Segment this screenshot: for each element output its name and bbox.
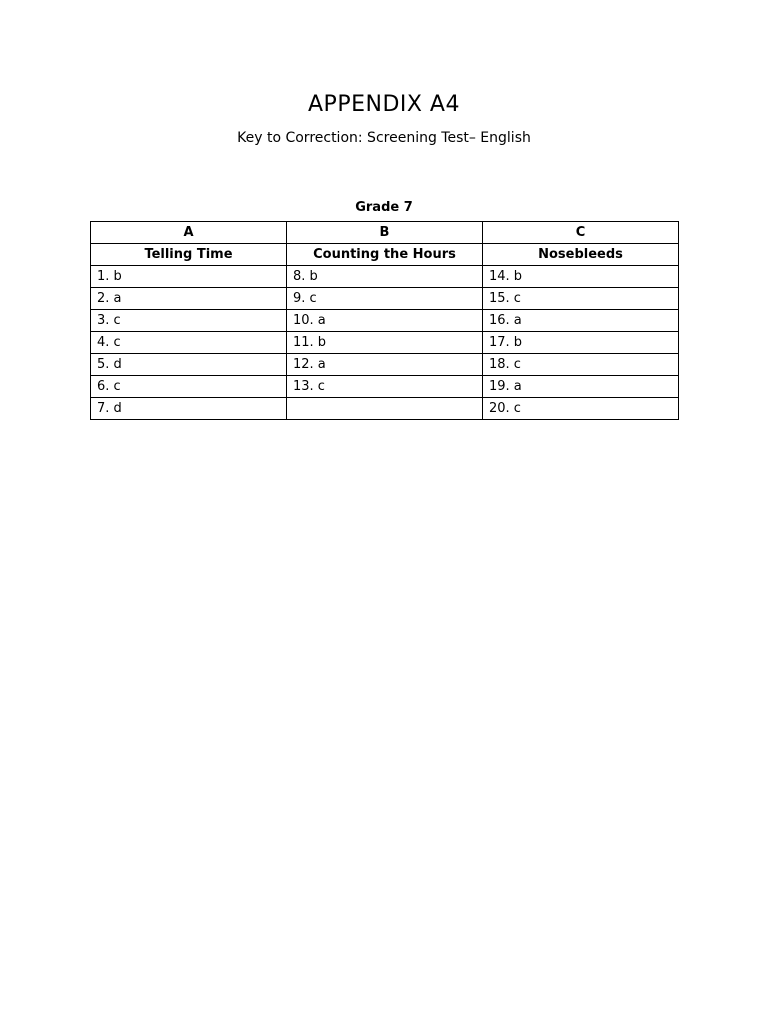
column-title-row (91, 244, 679, 266)
answer-cell: 18. c (483, 354, 679, 376)
table-row (91, 266, 679, 288)
page-title: APPENDIX A4 (308, 92, 460, 117)
answer-cell: 8. b (287, 266, 483, 288)
answer-cell: 12. a (287, 354, 483, 376)
answer-cell: 16. a (483, 310, 679, 332)
column-title: Nosebleeds (483, 244, 679, 266)
table-row (91, 376, 679, 398)
answer-cell: 17. b (483, 332, 679, 354)
answer-cell: 11. b (287, 332, 483, 354)
answer-key-table (90, 221, 679, 420)
answer-cell: 3. c (91, 310, 287, 332)
answer-cell: 10. a (287, 310, 483, 332)
answer-cell: 7. d (91, 398, 287, 420)
column-title: Counting the Hours (287, 244, 483, 266)
table-row (91, 288, 679, 310)
answer-cell: 9. c (287, 288, 483, 310)
answer-cell: 15. c (483, 288, 679, 310)
column-title: Telling Time (91, 244, 287, 266)
table-row (91, 332, 679, 354)
answer-cell: 19. a (483, 376, 679, 398)
column-letter: C (483, 222, 679, 244)
column-letter-row (91, 222, 679, 244)
answer-cell: 5. d (91, 354, 287, 376)
answer-cell (287, 398, 483, 420)
answer-cell: 13. c (287, 376, 483, 398)
page-subtitle: Key to Correction: Screening Test– English (237, 130, 531, 146)
answer-cell: 2. a (91, 288, 287, 310)
answer-cell: 6. c (91, 376, 287, 398)
column-letter: B (287, 222, 483, 244)
table-row (91, 310, 679, 332)
column-letter: A (91, 222, 287, 244)
table-row (91, 398, 679, 420)
answer-cell: 14. b (483, 266, 679, 288)
table-caption: Grade 7 (355, 200, 413, 215)
table-row (91, 354, 679, 376)
answer-cell: 1. b (91, 266, 287, 288)
answer-cell: 4. c (91, 332, 287, 354)
answer-cell: 20. c (483, 398, 679, 420)
